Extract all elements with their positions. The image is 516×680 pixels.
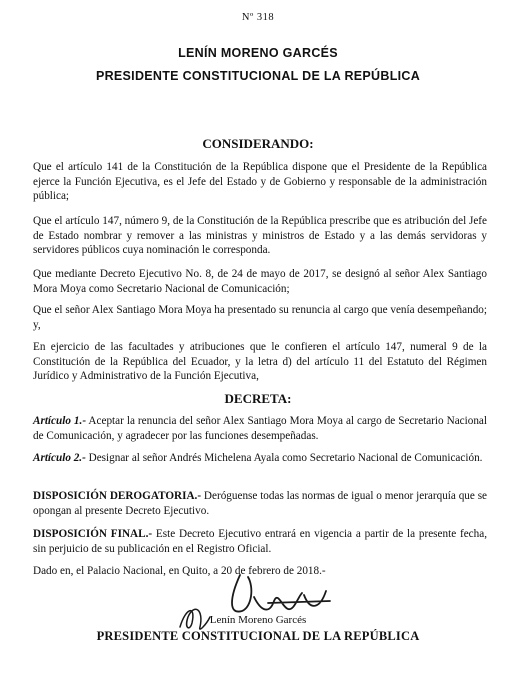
article-1-label: Artículo 1.- bbox=[33, 415, 87, 427]
author-heading: LENÍN MORENO GARCÉS bbox=[178, 46, 338, 60]
signer-name: Lenín Moreno Garcés bbox=[209, 614, 307, 626]
article-2 bbox=[33, 451, 487, 466]
dated-line: Dado en, el Palacio Nacional, en Quito, a 20 de febrero de 2018.- bbox=[33, 565, 326, 577]
article-1-text: Aceptar la renuncia del señor Alex Santiago Mora Moya al cargo de Secretario Nacional de Comunicación, y agradecer por las funciones desempeñadas. bbox=[33, 415, 487, 442]
derogatoria-text: Deróguense todas las normas de igual o menor jerarquía que se opongan al presente Decreto Ejecutivo. bbox=[33, 490, 488, 517]
final-text: Este Decreto Ejecutivo entrará en vigencia a partir de la presente fecha, sin perjuicio de su publicación en el Registro Oficial. bbox=[33, 528, 487, 555]
considerando-paragraph-1: Que el artículo 141 de la Constitución de la República dispone que el Presidente de la República ejerce la Función Ejecutiva, es el Jefe del Estado y de Gobierno y responsable de la administración pública; bbox=[33, 161, 487, 202]
signer-title: PRESIDENTE CONSTITUCIONAL DE LA REPÚBLICA bbox=[96, 629, 420, 643]
considerando-paragraph-3: Que mediante Decreto Ejecutivo No. 8, de 24 de mayo de 2017, se designó al señor Alex Santiago Mora Moya como Secretario Nacional de Comunicación; bbox=[33, 268, 487, 295]
considerando-paragraph-2: Que el artículo 147, número 9, de la Constitución de la República prescribe que es atribución del Jefe de Estado nombrar y remover a las ministras y ministros de Estado y a las demás servidoras y servidores públicos cuya nominación le corresponda. bbox=[33, 215, 487, 256]
office-heading: PRESIDENTE CONSTITUCIONAL DE LA REPÚBLICA bbox=[95, 69, 421, 83]
derogatoria-label: DISPOSICIÓN DEROGATORIA.- bbox=[33, 490, 202, 502]
disposicion-derogatoria bbox=[33, 489, 487, 518]
decreta-heading: DECRETA: bbox=[224, 391, 292, 406]
final-label: DISPOSICIÓN FINAL.- bbox=[33, 528, 153, 540]
article-2-label: Artículo 2.- bbox=[33, 452, 86, 464]
disposicion-final bbox=[33, 527, 487, 556]
handwritten-signature-icon bbox=[170, 567, 390, 637]
considerando-paragraph-5: En ejercicio de las facultades y atribuciones que le confieren el artículo 147, numeral 9 de la Constitución de la República del Ecuador, y la letra d) del artículo 11 del Estatuto del Régimen Jurídico y Administrativo de la Función Ejecutiva, bbox=[33, 341, 487, 382]
article-1 bbox=[33, 414, 487, 443]
article-2-text: Designar al señor Andrés Michelena Ayala como Secretario Nacional de Comunicación. bbox=[85, 452, 483, 464]
considerando-heading: CONSIDERANDO: bbox=[202, 136, 314, 151]
considerando-paragraph-4: Que el señor Alex Santiago Mora Moya ha presentado su renuncia al cargo que venía desempeñando; y, bbox=[33, 304, 487, 331]
decree-number: Nº 318 bbox=[241, 12, 275, 23]
